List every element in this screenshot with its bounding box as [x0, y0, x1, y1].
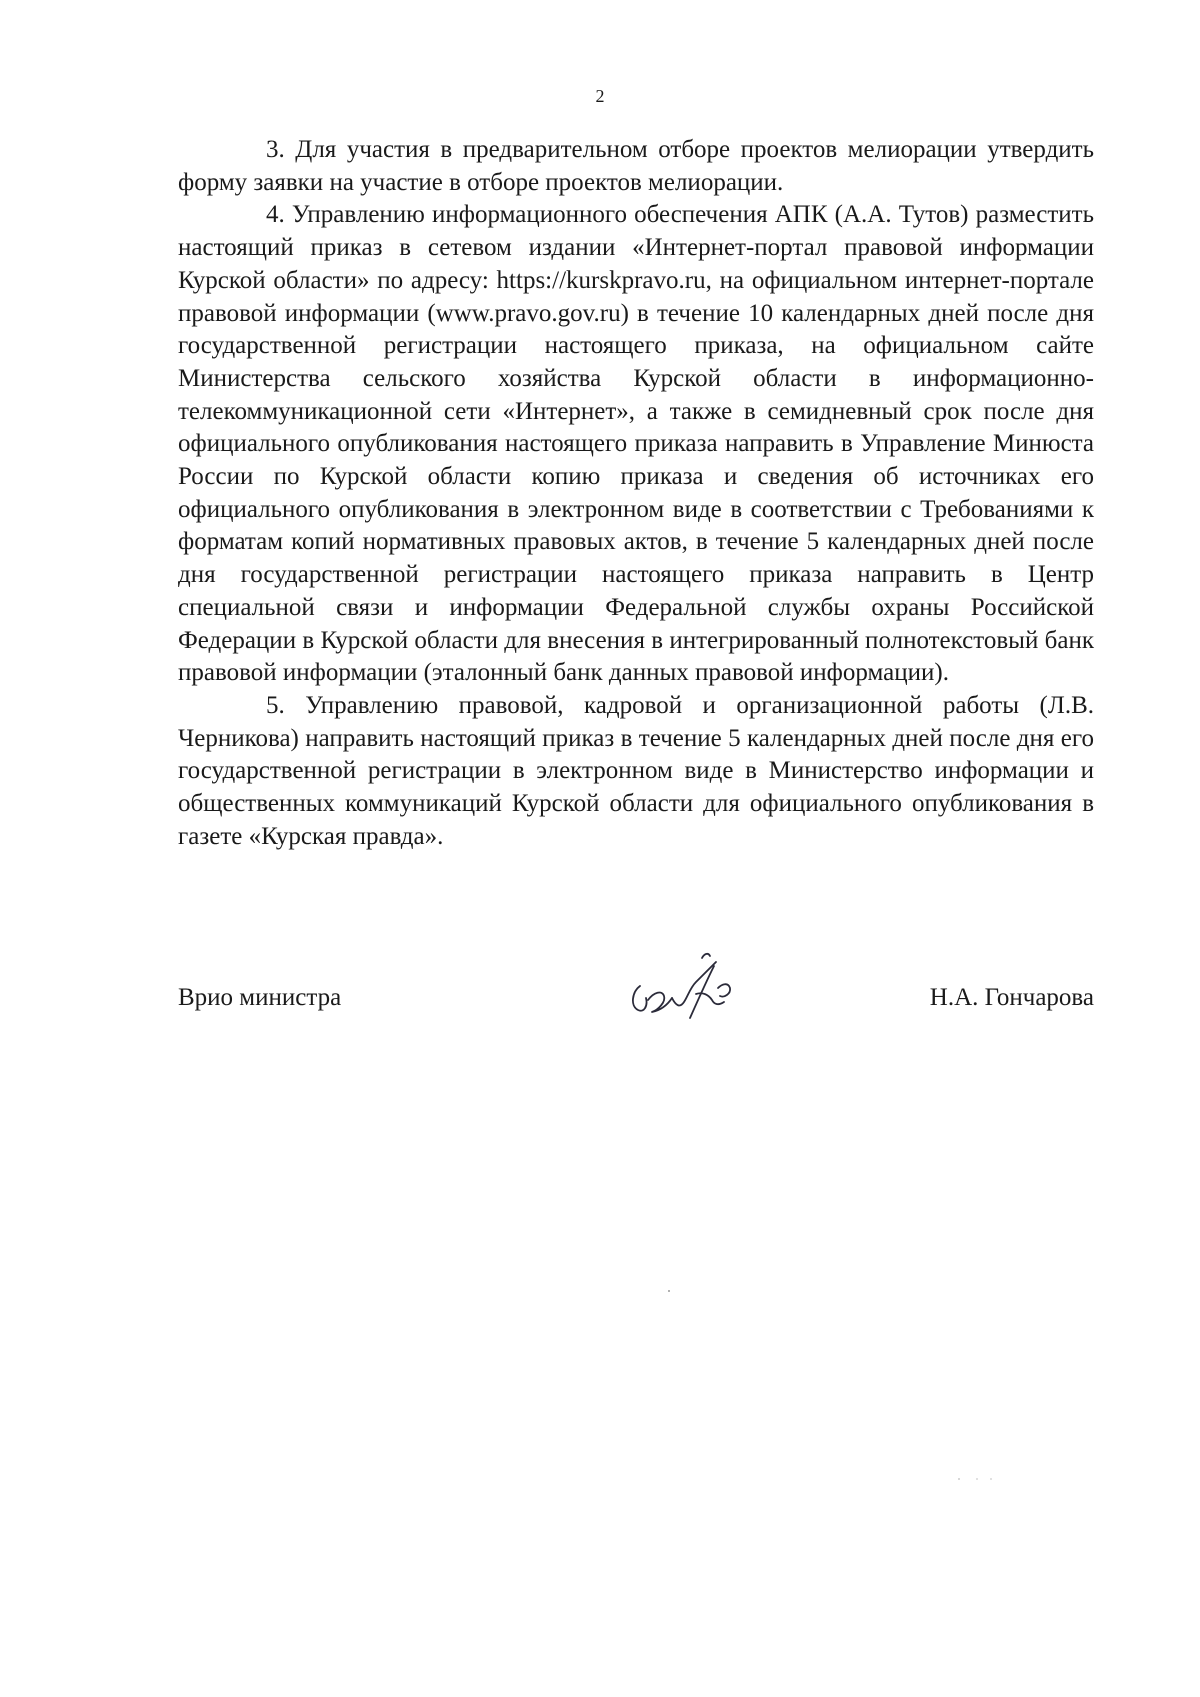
scan-speck [958, 1478, 960, 1480]
document-body [178, 134, 1094, 853]
handwritten-signature-icon [618, 948, 778, 1038]
signatory-title: Врио министра [178, 984, 342, 1011]
paragraph-5: 5. Управлению правовой, кадровой и организационной работы (Л.В. Черникова) направить настоящий приказ в течение 5 календарных дней после дня его государственной регистрации в электронном виде в Министерство информации и общественных коммуникаций Курской области для официального опубликования в газете «Курская правда». [178, 691, 1094, 850]
page-number: 2 [595, 86, 605, 106]
scan-speck [990, 1478, 992, 1480]
scan-speck [976, 1478, 978, 1480]
signatory-name: Н.А. Гончарова [929, 984, 1094, 1011]
paragraph-4: 4. Управлению информационного обеспечения АПК (А.А. Тутов) разместить настоящий приказ в сетевом издании «Интернет-портал правовой информации Курской области» по адресу: https://kurskpravo.ru, на официальном интернет-портале правовой информации (www.pravo.gov.ru) в течение 10 календарных дней после дня государственной регистрации настоящего приказа, на официальном сайте Министерства сельского хозяйства Курской области в информационно-телекоммуникационной сети «Интернет», а также в семидневный срок после дня официального опубликования настоящего приказа направить в Управление Минюста России по Курской области копию приказа и сведения об источниках его официального опубликования в электронном виде в соответствии с Требованиями к форматам копий нормативных правовых актов, в течение 5 календарных дней после дня государственной регистрации настоящего приказа направить в Центр специальной связи и информации Федеральной службы охраны Российской Федерации в Курской области для внесения в интегрированный полнотекстовый банк правовой информации (эталонный банк данных правовой информации). [178, 201, 1094, 687]
signature-block [178, 970, 1094, 1030]
paragraph-3: 3. Для участия в предварительном отборе проектов мелиорации утвердить форму заявки на участие в отборе проектов мелиорации. [178, 136, 1094, 196]
scan-speck [668, 1290, 670, 1292]
